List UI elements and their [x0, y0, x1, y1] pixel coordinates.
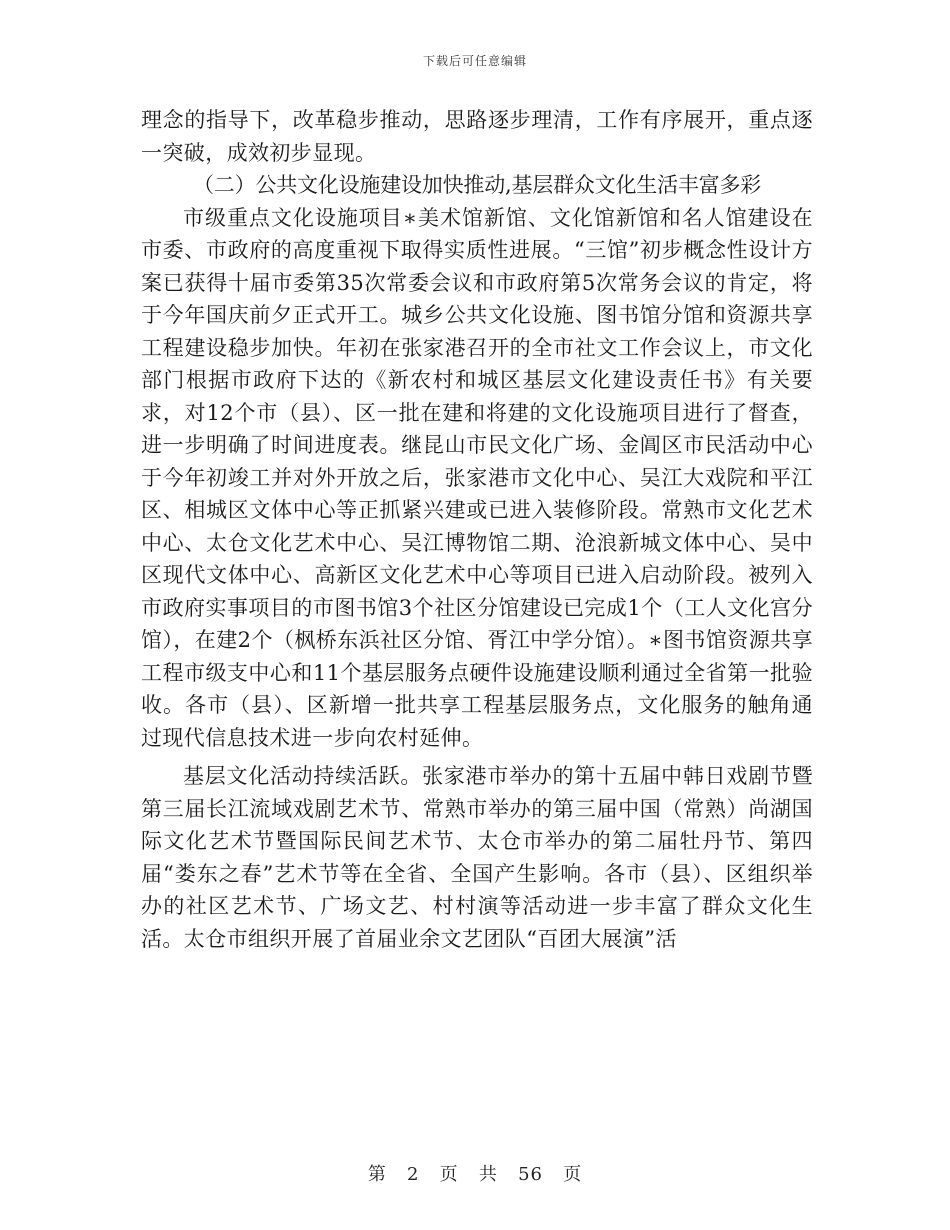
page-footer — [0, 1160, 950, 1186]
footer-page-unit: 页 — [439, 1164, 459, 1185]
footer-page-label: 第 — [367, 1164, 387, 1185]
footer-page-number: 2 — [407, 1164, 420, 1185]
document-body — [141, 104, 813, 955]
section-heading: （二）公共文化设施建设加快推动,基层群众文化生活丰富多彩 — [193, 173, 762, 197]
footer-total-pages: 56 — [518, 1164, 543, 1185]
paragraph-continuation: 理念的指导下，改革稳步推动，思路逐步理清，工作有序展开，重点逐一突破，成效初步显现。 — [141, 108, 813, 165]
page-header: 下载后可任意编辑 — [422, 54, 527, 68]
paragraph-facilities: 市级重点文化设施项目∗美术馆新馆、文化馆新馆和名人馆建设在市委、市政府的高度重视下取得实质性进展。“三馆”初步概念性设计方案已获得十届市委第35次常委会议和市政府第5次常务会议的肯定，将于今年国庆前夕正式开工。城乡公共文化设施、图书馆分馆和资源共享工程建设稳步加快。年初在张家港召开的全市社文工作会议上，市文化部门根据市政府下达的《新农村和城区基层文化建设责任书》有关要求，对12个市（县）、区一批在建和将建的文化设施项目进行了督查，进一步明确了时间进度表。继昆山市民文化广场、金阊区市民活动中心于今年初竣工并对外开放之后，张家港市文化中心、吴江大戏院和平江区、相城区文体中心等正抓紧兴建或已进入装修阶段。常熟市文化艺术中心、太仓文化艺术中心、吴江博物馆二期、沧浪新城文体中心、吴中区现代文体中心、高新区文化艺术中心等项目已进入启动阶段。被列入市政府实事项目的市图书馆3个社区分馆建设已完成1个（工人文化宫分馆），在建2个（枫桥东浜社区分馆、胥江中学分馆）。∗图书馆资源共享工程市级支中心和11个基层服务点硬件设施建设顺利通过全省第一批验收。各市（县）、区新增一批共享工程基层服务点，文化服务的触角通过现代信息技术进一步向农村延伸。 — [141, 205, 813, 750]
paragraph-activities: 基层文化活动持续活跃。张家港市举办的第十五届中韩日戏剧节暨第三届长江流域戏剧艺术节、常熟市举办的第三届中国（常熟）尚湖国际文化艺术节暨国际民间艺术节、太仓市举办的第二届牡丹节、第四届“娄东之春”艺术节等在全省、全国产生影响。各市（县）、区组织举办的社区艺术节、广场文艺、村村演等活动进一步丰富了群众文化生活。太仓市组织开展了首届业余文艺团队“百团大展演”活 — [141, 764, 813, 951]
footer-total-unit: 页 — [563, 1164, 583, 1185]
footer-total-label: 共 — [478, 1164, 498, 1185]
